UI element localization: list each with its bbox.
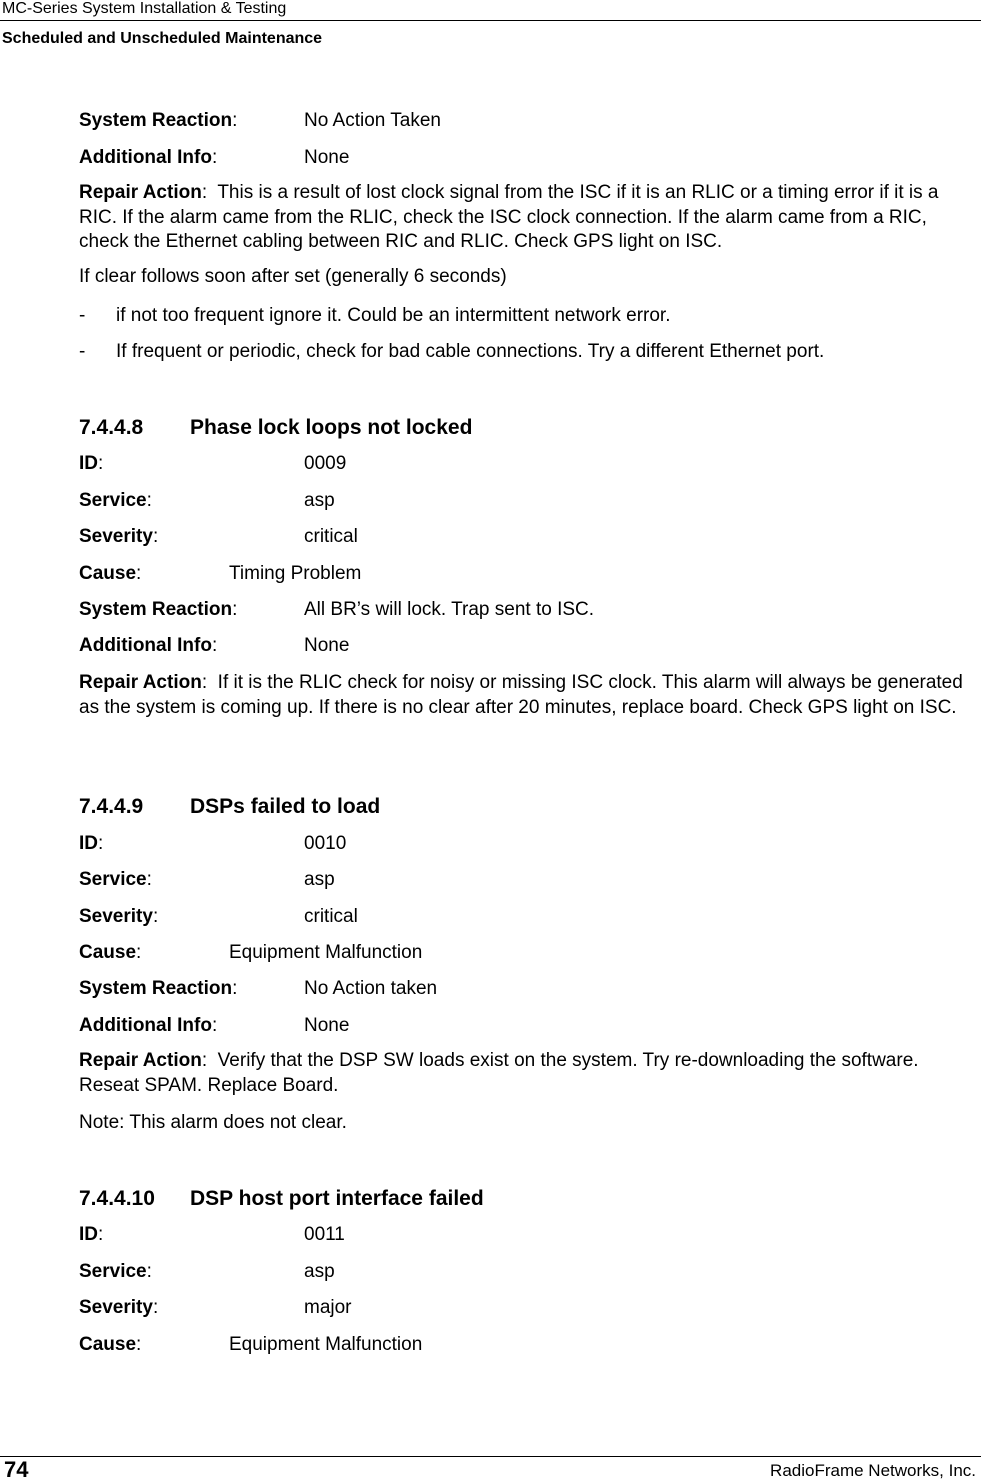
field-label: Severity xyxy=(79,526,153,547)
repair-action-paragraph: Repair Action: Verify that the DSP SW loads exist on the system. Try re-downloading the software. Reseat SPAM. Replace Board. xyxy=(79,1050,919,1096)
id-value: 0011 xyxy=(304,1224,345,1245)
addinfo-value: None xyxy=(304,147,350,168)
field-label: ID xyxy=(79,833,98,854)
field-label: ID xyxy=(79,1224,98,1245)
bullet-dash: - xyxy=(79,305,86,326)
sysreact-field: System Reaction: xyxy=(79,599,238,620)
service-value: asp xyxy=(304,869,335,890)
service-field: Service: xyxy=(79,490,152,511)
sysreact-value: No Action taken xyxy=(304,978,438,999)
field-label: Additional Info xyxy=(79,635,212,656)
cause-value: Equipment Malfunction xyxy=(229,942,423,963)
sysreact-value: No Action Taken xyxy=(304,110,441,131)
clear-note: If clear follows soon after set (generally 6 seconds) xyxy=(79,266,507,287)
bullet-dash: - xyxy=(79,341,86,362)
note-text: Note: This alarm does not clear. xyxy=(79,1112,347,1133)
addinfo-value: None xyxy=(304,635,350,656)
field-label: Cause xyxy=(79,942,137,963)
field-label: Repair Action xyxy=(79,182,202,203)
id-field: ID: xyxy=(79,453,104,474)
section-number: 7.4.4.9 xyxy=(79,795,144,818)
repair-text: This is a result of lost clock signal from the ISC if it is an RLIC or a timing error if it is a RIC. If the alarm came from the RLIC, check the ISC clock connection. If the alarm came from a RIC, check the Ethernet cabling between RIC and RLIC. Check GPS light on ISC. xyxy=(79,182,939,252)
repair-action-paragraph: Repair Action: If it is the RLIC check for noisy or missing ISC clock. This alarm will always be generated as the system is coming up. If there is no clear after 20 minutes, replace board. Check GPS light on ISC. xyxy=(79,672,963,718)
section-heading: Phase lock loops not locked xyxy=(190,416,473,439)
company-name: RadioFrame Networks, Inc. xyxy=(770,1461,976,1480)
field-label: Additional Info xyxy=(79,1015,212,1036)
sysreact-value: All BR’s will lock. Trap sent to ISC. xyxy=(304,599,595,620)
field-label: Service xyxy=(79,490,147,511)
severity-value: critical xyxy=(304,906,358,927)
repair-action-paragraph: Repair Action: This is a result of lost clock signal from the ISC if it is an RLIC or a timing error if it is a RIC. If the alarm came from the RLIC, check the ISC clock connection. If the alarm came from a RIC, check the Ethernet cabling between RIC and RLIC. Check GPS light on ISC. xyxy=(79,182,939,252)
severity-field: Severity: xyxy=(79,1297,159,1318)
field-label: Service xyxy=(79,1261,147,1282)
id-value: 0010 xyxy=(304,833,347,854)
sysreact-field: System Reaction: xyxy=(79,110,238,131)
bullet-item: if not too frequent ignore it. Could be an intermittent network error. xyxy=(116,305,671,326)
document-title: MC-Series System Installation & Testing xyxy=(2,0,287,17)
cause-value: Equipment Malfunction xyxy=(229,1334,423,1355)
cause-field: Cause: xyxy=(79,942,142,963)
bullet-item: If frequent or periodic, check for bad cable connections. Try a different Ethernet port. xyxy=(116,341,825,362)
severity-field: Severity: xyxy=(79,526,159,547)
field-label: Cause xyxy=(79,563,137,584)
severity-field: Severity: xyxy=(79,906,159,927)
field-label: Repair Action xyxy=(79,672,202,693)
section-heading: DSPs failed to load xyxy=(190,795,381,818)
field-label: Repair Action xyxy=(79,1050,202,1071)
cause-value: Timing Problem xyxy=(229,563,362,584)
cause-field: Cause: xyxy=(79,1334,142,1355)
repair-text: If it is the RLIC check for noisy or missing ISC clock. This alarm will always be generated as the system is coming up. If there is no clear after 20 minutes, replace board. Check GPS light on ISC. xyxy=(79,672,963,718)
field-label: ID xyxy=(79,453,98,474)
section-title: Scheduled and Unscheduled Maintenance xyxy=(2,30,323,47)
service-value: asp xyxy=(304,1261,335,1282)
section-heading: DSP host port interface failed xyxy=(190,1187,484,1210)
field-label: System Reaction xyxy=(79,599,233,620)
field-label: System Reaction xyxy=(79,110,233,131)
addinfo-field: Additional Info: xyxy=(79,1015,218,1036)
service-field: Service: xyxy=(79,869,152,890)
repair-text: Verify that the DSP SW loads exist on the system. Try re-downloading the software. Reseat SPAM. Replace Board. xyxy=(79,1050,919,1096)
addinfo-value: None xyxy=(304,1015,350,1036)
sysreact-field: System Reaction: xyxy=(79,978,238,999)
service-value: asp xyxy=(304,490,335,511)
severity-value: major xyxy=(304,1297,352,1318)
field-label: Service xyxy=(79,869,147,890)
page-number: 74 xyxy=(4,1457,29,1482)
id-field: ID: xyxy=(79,833,104,854)
field-label: Cause xyxy=(79,1334,137,1355)
field-label: Severity xyxy=(79,1297,153,1318)
addinfo-field: Additional Info: xyxy=(79,147,218,168)
id-value: 0009 xyxy=(304,453,347,474)
header-rule xyxy=(0,20,981,21)
section-number: 7.4.4.10 xyxy=(79,1187,155,1210)
addinfo-field: Additional Info: xyxy=(79,635,218,656)
cause-field: Cause: xyxy=(79,563,142,584)
footer-rule xyxy=(0,1456,981,1457)
service-field: Service: xyxy=(79,1261,152,1282)
field-label: Additional Info xyxy=(79,147,212,168)
section-number: 7.4.4.8 xyxy=(79,416,144,439)
severity-value: critical xyxy=(304,526,358,547)
id-field: ID: xyxy=(79,1224,104,1245)
field-label: Severity xyxy=(79,906,153,927)
field-label: System Reaction xyxy=(79,978,233,999)
